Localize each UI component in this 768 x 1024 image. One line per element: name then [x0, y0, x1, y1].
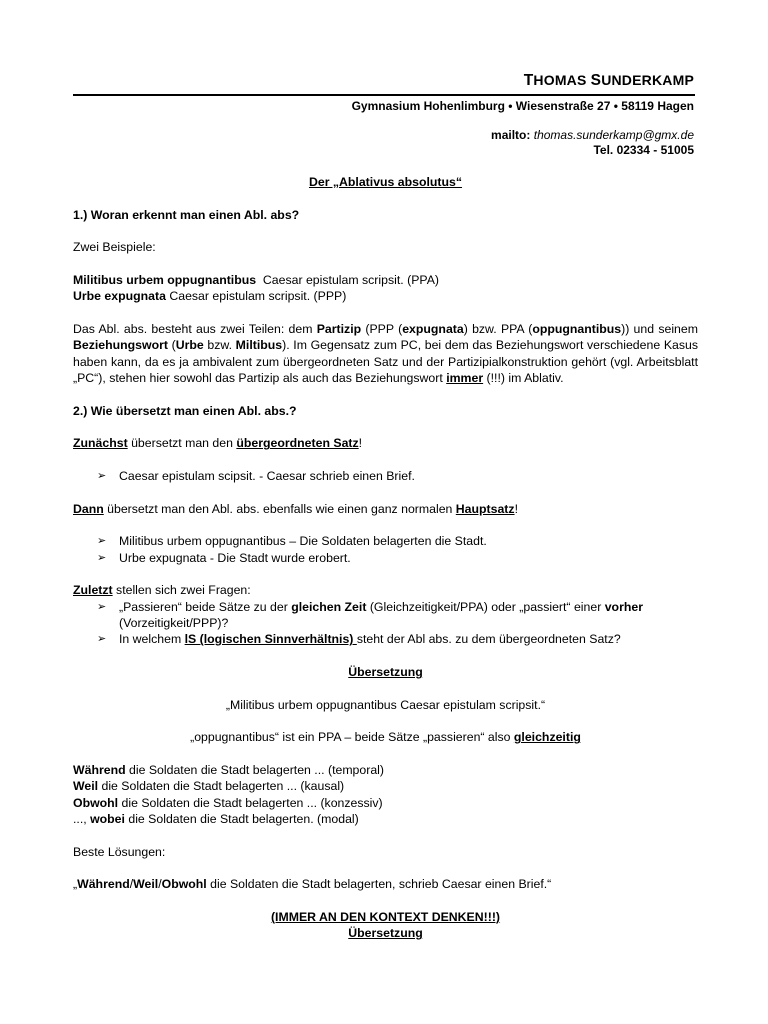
step-1-list — [73, 468, 698, 484]
context-reminder: (IMMER AN DEN KONTEXT DENKEN!!!) — [270, 909, 501, 924]
examples-intro: Zwei Beispiele: — [73, 240, 156, 255]
translation-heading: Übersetzung — [348, 664, 423, 679]
ppa-note: „oppugnantibus“ ist ein PPA – beide Sätze „passieren“ also gleichzeitig — [190, 730, 581, 745]
step-3: Zuletzt stellen sich zwei Fragen: — [73, 583, 251, 598]
translation-heading-2: Übersetzung — [348, 926, 423, 941]
author-name: THOMAS SUNDERKAMP — [523, 72, 694, 89]
step-2: Dann übersetzt man den Abl. abs. ebenfalls wie einen ganz normalen Hauptsatz! — [73, 501, 518, 516]
document-body — [73, 174, 698, 942]
arrowhead-bullet-icon: ➢ — [97, 600, 107, 613]
option-konzessiv: Obwohl die Soldaten die Stadt belagerten ... (konzessiv) — [73, 795, 383, 810]
list-item: ➢ „Passieren“ beide Sätze zu der gleichen Zeit (Gleichzeitigkeit/PPA) oder „passiert“ einer vorher (Vorzeitigkeit/PPP)? — [97, 599, 643, 630]
email-line: mailto: thomas.sunderkamp@gmx.de — [491, 128, 694, 142]
arrowhead-bullet-icon: ➢ — [97, 470, 107, 482]
step-2-list — [73, 533, 698, 566]
best-solutions-label: Beste Lösungen: — [73, 844, 166, 859]
question-1-heading: 1.) Woran erkennt man einen Abl. abs? — [73, 207, 300, 222]
arrowhead-bullet-icon: ➢ — [97, 551, 107, 564]
best-solution: „Während/Weil/Obwohl die Soldaten die Stadt belagerten, schrieb Caesar einen Brief.“ — [73, 877, 552, 892]
phone-line: Tel. 02334 - 51005 — [593, 143, 694, 157]
list-item: ➢ Urbe expugnata - Die Stadt wurde erobert. — [97, 550, 351, 565]
school-address: Gymnasium Hohenlimburg • Wiesenstraße 27 • 58119 Hagen — [351, 99, 694, 113]
option-modal: ..., wobei die Soldaten die Stadt belagerten. (modal) — [73, 811, 359, 826]
header-rule — [73, 94, 695, 96]
latin-quote: „Militibus urbem oppugnantibus Caesar epistulam scripsit.“ — [225, 697, 546, 712]
question-2-heading: 2.) Wie übersetzt man einen Abl. abs.? — [73, 403, 297, 418]
explanation-paragraph: Das Abl. abs. besteht aus zwei Teilen: dem Partizip (PPP (expugnata) bzw. PPA (oppugnantibus)) und seinem Beziehungswort (Urbe bzw. Miltibus). Im Gegensatz zum PC, bei dem das Beziehungswort verschiedene Kasus haben kann, da es ja ambivalent zum übergeordneten Satz und der Partizipialkonstruktion gehört (vgl. Arbeitsblatt „PC“), stehen hier sowohl das Partizip als auch das Beziehungswort immer (!!!) im Ablativ. — [73, 322, 698, 385]
example-1: Militibus urbem oppugnantibus Caesar epistulam scripsit. (PPA) — [73, 273, 439, 288]
arrowhead-bullet-icon: ➢ — [97, 633, 107, 646]
arrowhead-bullet-icon: ➢ — [97, 535, 107, 548]
example-2: Urbe expugnata Caesar epistulam scripsit. (PPP) — [73, 289, 347, 304]
option-kausal: Weil die Soldaten die Stadt belagerten ... (kausal) — [73, 779, 345, 794]
option-temporal: Während die Soldaten die Stadt belagerten ... (temporal) — [73, 763, 385, 777]
doc-title: Der „Ablativus absolutus“ — [308, 175, 463, 189]
list-item: ➢ Caesar epistulam scipsit. - Caesar schrieb einen Brief. — [97, 469, 415, 483]
list-item: ➢ In welchem lS (logischen Sinnverhältnis) steht der Abl abs. zu dem übergeordneten Satz? — [97, 632, 621, 647]
step-1: Zunächst übersetzt man den übergeordneten Satz! — [73, 436, 363, 451]
list-item: ➢ Militibus urbem oppugnantibus – Die Soldaten belagerten die Stadt. — [97, 534, 487, 549]
email-link[interactable]: thomas.sunderkamp@gmx.de — [533, 128, 694, 142]
step-3-list — [73, 599, 698, 648]
